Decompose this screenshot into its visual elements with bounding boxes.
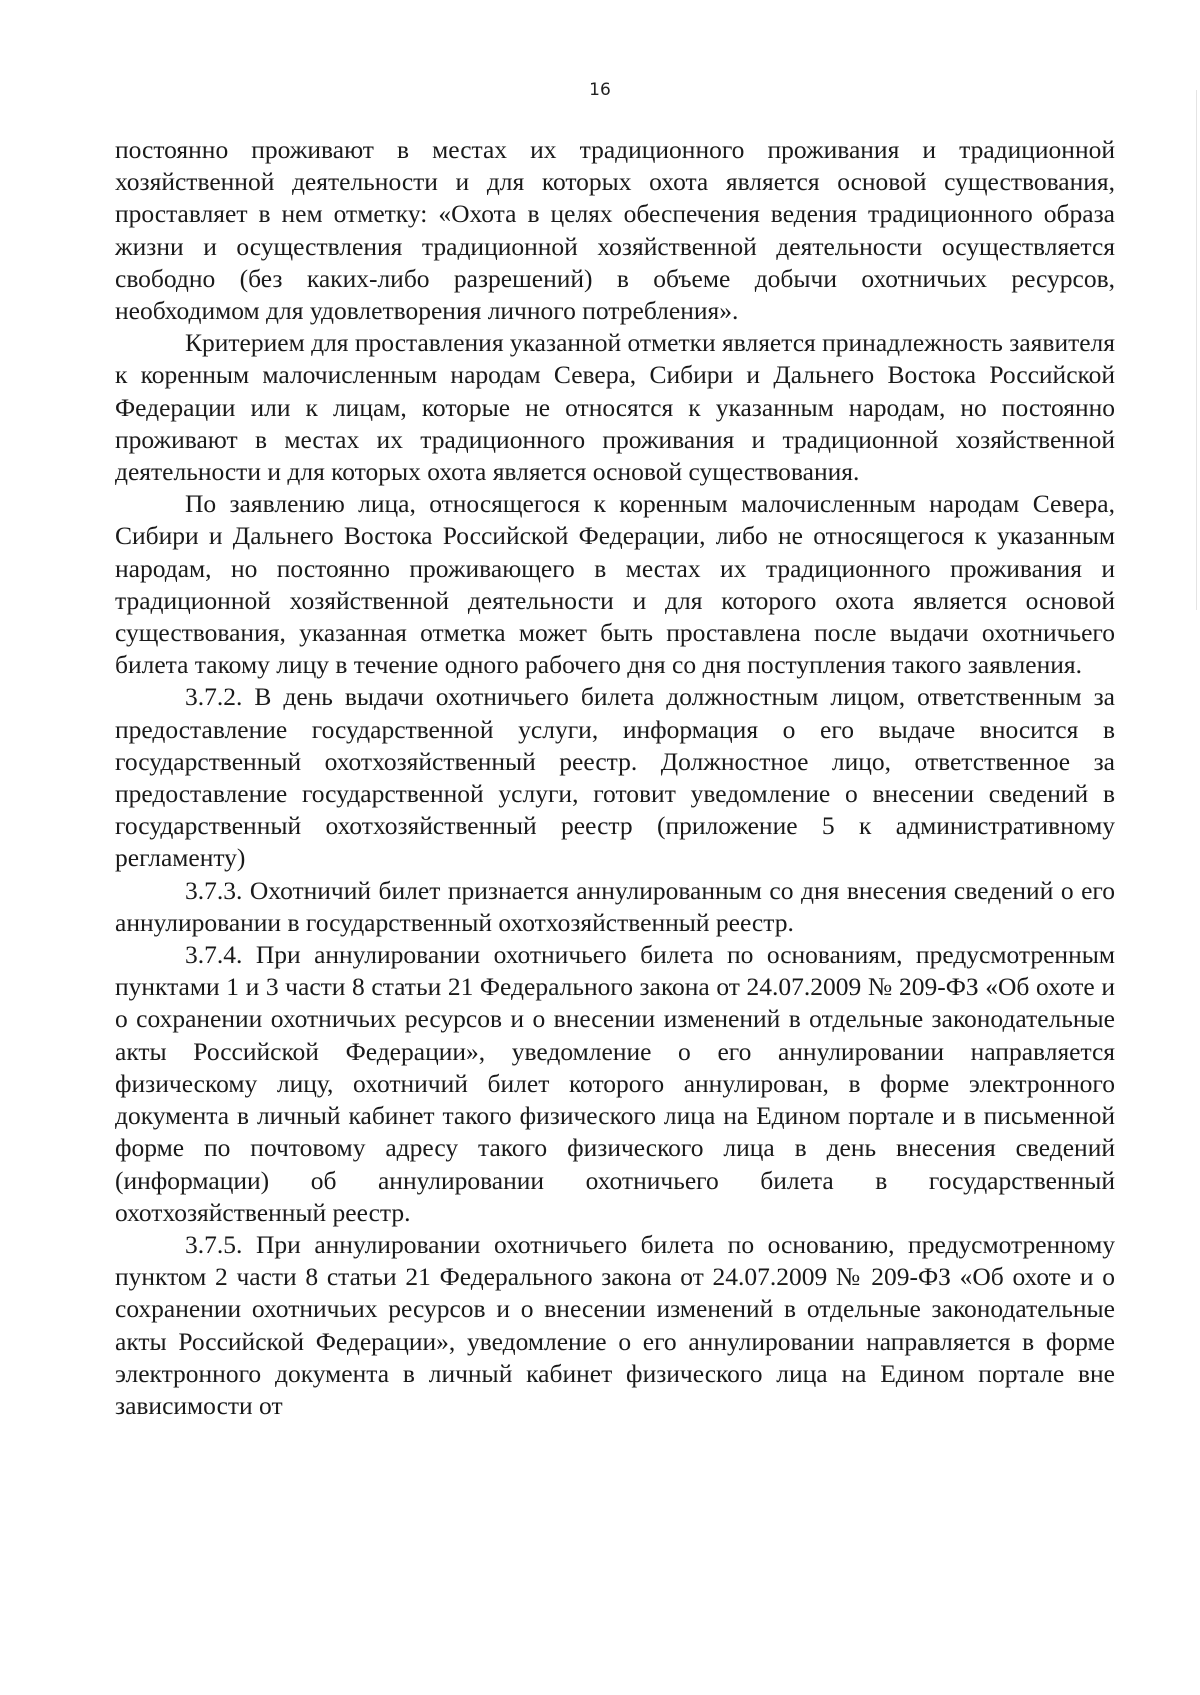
paragraph-3-7-2: 3.7.2. В день выдачи охотничьего билета должностным лицом, ответственным за предоставление государственной услуги, информация о его выдаче вносится в государственный охотхозяйственный реестр. Должностное лицо, ответственное за предоставление государственной услуги, готовит уведомление о внесении сведений в государственный охотхозяйственный реестр (приложение 5 к административному регламенту): [115, 682, 1115, 873]
scan-edge-line: [1196, 90, 1197, 610]
paragraph-application: По заявлению лица, относящегося к коренным малочисленным народам Севера, Сибири и Дальнего Востока Российской Федерации, либо не относящегося к указанным народам, но постоянно проживающего в местах их традиционного проживания и традиционной хозяйственной деятельности и для которого охота является основой существования, указанная отметка может быть проставлена после выдачи охотничьего билета такому лицу в течение одного рабочего дня со дня поступления такого заявления.: [115, 489, 1115, 680]
paragraph-3-7-4: 3.7.4. При аннулировании охотничьего билета по основаниям, предусмотренным пунктами 1 и 3 части 8 статьи 21 Федерального закона от 24.07.2009 № 209-ФЗ «Об охоте и о сохранении охотничьих ресурсов и о внесении изменений в отдельные законодательные акты Российской Федерации», уведомление о его аннулировании направляется физическому лицу, охотничий билет которого аннулирован, в форме электронного документа в личный кабинет такого физического лица на Едином портале и в письменной форме по почтовому адресу такого физического лица в день внесения сведений (информации) об аннулировании охотничьего билета в государственный охотхозяйственный реестр.: [115, 940, 1115, 1227]
paragraph-criterion: Критерием для проставления указанной отметки является принадлежность заявителя к коренным малочисленным народам Севера, Сибири и Дальнего Востока Российской Федерации или к лицам, которые не относятся к указанным народам, но постоянно проживают в местах их традиционного проживания и традиционной хозяйственной деятельности и для которых охота является основой существования.: [115, 328, 1115, 487]
document-body: [115, 134, 1115, 1422]
page-number: 16: [589, 80, 611, 100]
paragraph-continuation: постоянно проживают в местах их традиционного проживания и традиционной хозяйственной деятельности и для которых охота является основой существования, проставляет в нем отметку: «Охота в целях обеспечения ведения традиционного образа жизни и осуществления традиционной хозяйственной деятельности осуществляется свободно (без каких-либо разрешений) в объеме добычи охотничьих ресурсов, необходимом для удовлетворения личного потребления».: [115, 135, 1115, 326]
paragraph-3-7-3: 3.7.3. Охотничий билет признается аннулированным со дня внесения сведений о его аннулировании в государственный охотхозяйственный реестр.: [115, 875, 1115, 937]
paragraph-3-7-5: 3.7.5. При аннулировании охотничьего билета по основанию, предусмотренному пунктом 2 части 8 статьи 21 Федерального закона от 24.07.2009 № 209-ФЗ «Об охоте и о сохранении охотничьих ресурсов и о внесении изменений в отдельные законодательные акты Российской Федерации», уведомление о его аннулировании направляется в форме электронного документа в личный кабинет физического лица на Едином портале вне зависимости от: [115, 1229, 1115, 1420]
